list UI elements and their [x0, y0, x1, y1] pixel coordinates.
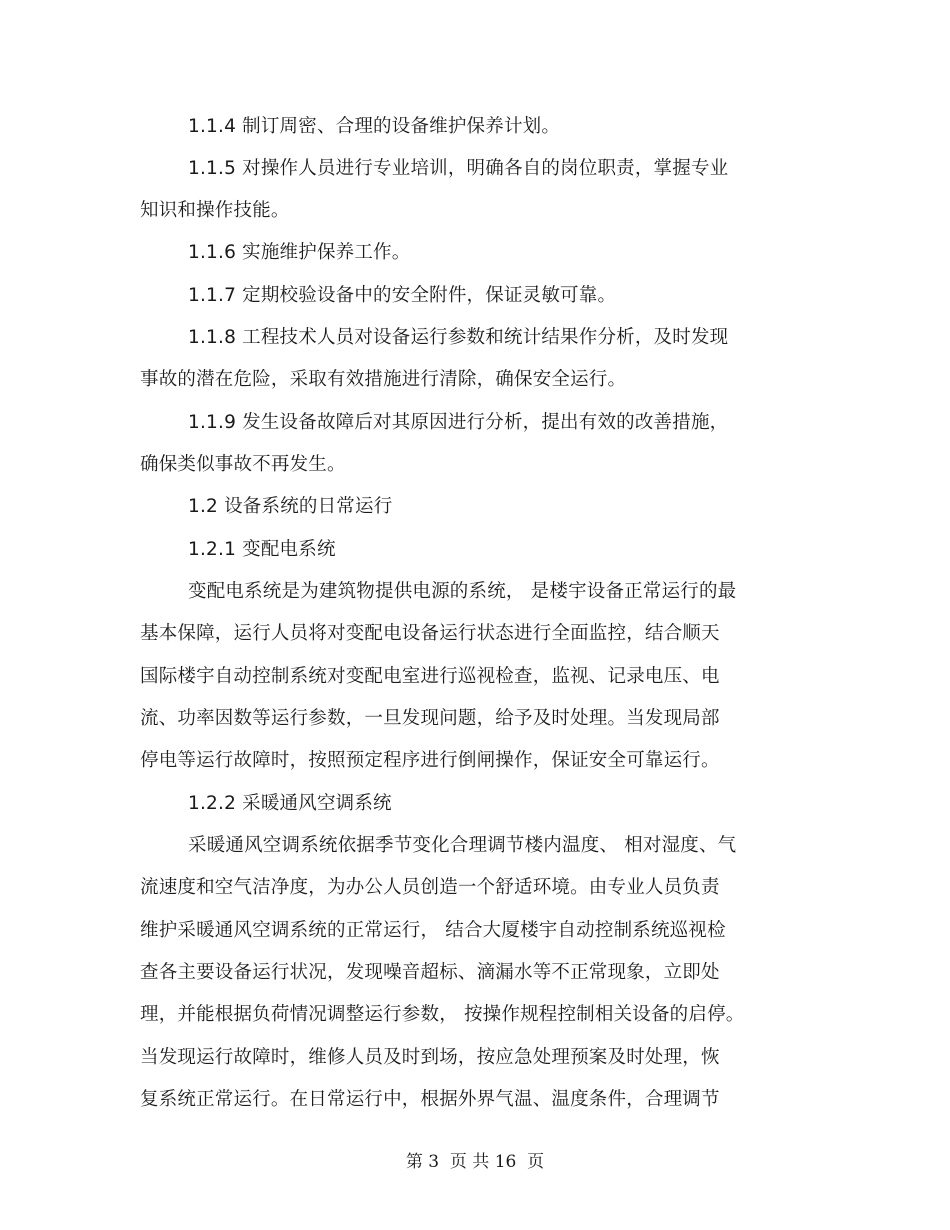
text-line: 1.1.4 制订周密、合理的设备维护保养计划。 [188, 116, 561, 137]
text-line: 1.1.7 定期校验设备中的安全附件，保证灵敏可靠。 [188, 285, 617, 306]
text-line: 1.1.9 发生设备故障后对其原因进行分析，提出有效的改善措施， [188, 412, 729, 433]
page-footer: 第 3 页 共 16 页 [405, 1152, 545, 1172]
text-line: 确保类似事故不再发生。 [140, 454, 346, 475]
subsection-heading: 1.2.2 采暖通风空调系统 [188, 793, 392, 814]
text-line: 基本保障，运行人员将对变配电设备运行状态进行全面监控，结合顺天 [140, 623, 720, 644]
text-line: 流、功率因数等运行参数，一旦发现问题，给予及时处理。当发现局部 [140, 708, 720, 729]
text-line: 变配电系统是为建筑物提供电源的系统， 是楼宇设备正常运行的最 [188, 581, 737, 602]
text-line: 流速度和空气洁净度，为办公人员创造一个舒适环境。由专业人员负责 [140, 877, 720, 898]
text-line: 国际楼宇自动控制系统对变配电室进行巡视检查，监视、记录电压、电 [140, 666, 720, 687]
text-line: 1.1.8 工程技术人员对设备运行参数和统计结果作分析，及时发现 [188, 327, 729, 348]
text-line: 理，并能根据负荷情况调整运行参数， 按操作规程控制相关设备的启停。 [140, 1004, 745, 1025]
text-line: 维护采暖通风空调系统的正常运行， 结合大厦楼宇自动控制系统巡视检 [140, 920, 726, 941]
subsection-heading: 1.2.1 变配电系统 [188, 539, 336, 560]
text-line: 事故的潜在危险，采取有效措施进行清除，确保安全运行。 [140, 369, 627, 390]
text-line: 查各主要设备运行状况，发现噪音超标、滴漏水等不正常现象，立即处 [140, 962, 720, 983]
text-line: 知识和操作技能。 [140, 200, 290, 221]
text-line: 1.1.5 对操作人员进行专业培训，明确各自的岗位职责，掌握专业 [188, 158, 729, 179]
text-line: 当发现运行故障时，维修人员及时到场，按应急处理预案及时处理，恢 [140, 1047, 720, 1068]
section-heading: 1.2 设备系统的日常运行 [188, 496, 393, 517]
text-line: 1.1.6 实施维护保养工作。 [188, 242, 411, 263]
text-line: 停电等运行故障时，按照预定程序进行倒闸操作，保证安全可靠运行。 [140, 750, 720, 771]
text-line: 复系统正常运行。在日常运行中，根据外界气温、温度条件，合理调节 [140, 1089, 720, 1110]
text-line: 采暖通风空调系统依据季节变化合理调节楼内温度、 相对湿度、气 [188, 835, 737, 856]
